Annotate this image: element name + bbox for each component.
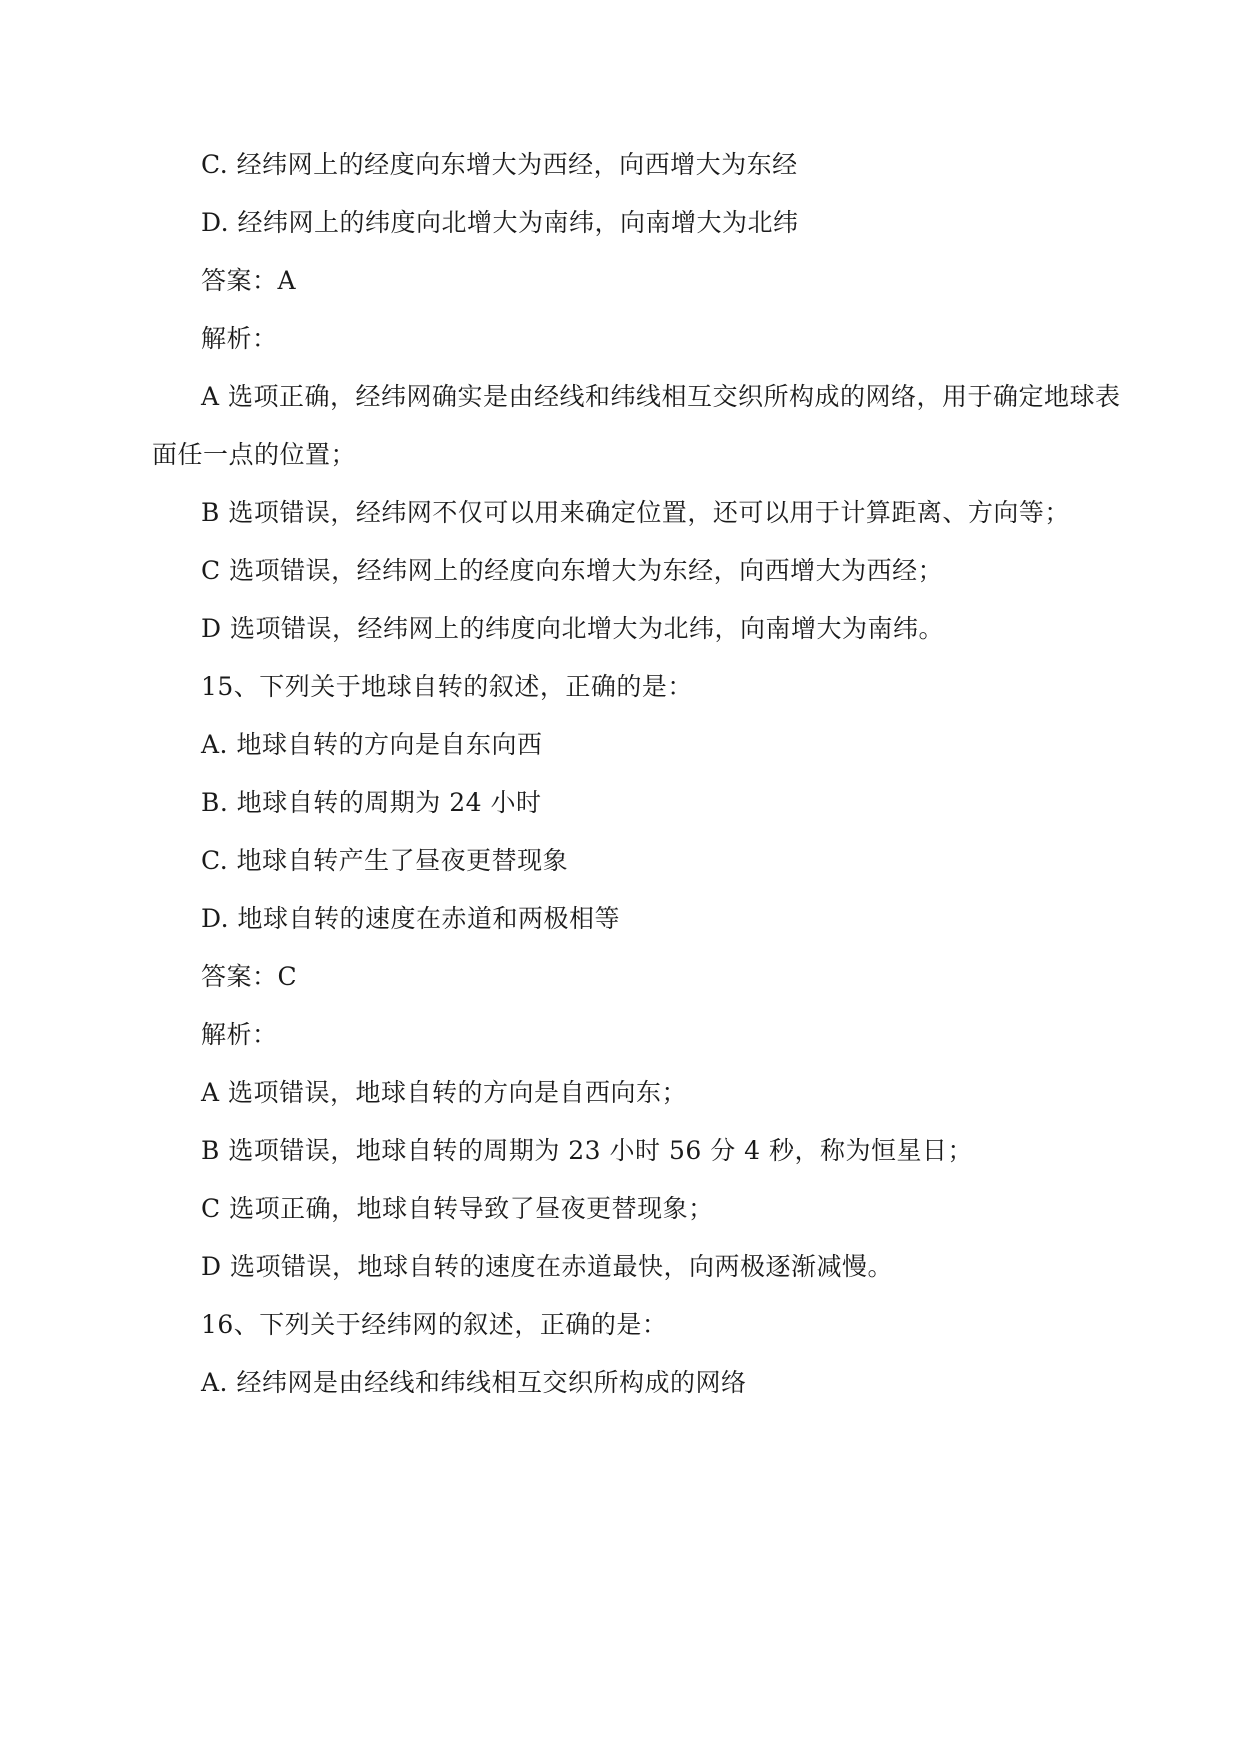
analysis-heading-q14: 解析： (201, 324, 278, 353)
answer-q14: 答案：A (201, 266, 297, 295)
analysis-a-q15: A 选项错误，地球自转的方向是自西向东； (201, 1078, 688, 1107)
option-c-q14: C. 经纬网上的经度向东增大为西经，向西增大为东经 (201, 150, 798, 179)
analysis-b-q15: B 选项错误，地球自转的周期为 23 小时 56 分 4 秒，称为恒星日； (201, 1136, 974, 1165)
option-d-q15: D. 地球自转的速度在赤道和两极相等 (201, 904, 621, 933)
option-a-q15: A. 地球自转的方向是自东向西 (201, 730, 543, 759)
analysis-a-q14-cont: 面任一点的位置； (152, 440, 357, 469)
option-c-q15: C. 地球自转产生了昼夜更替现象 (201, 846, 569, 875)
question-15: 15、下列关于地球自转的叙述，正确的是： (201, 672, 693, 701)
answer-q15: 答案：C (201, 962, 298, 991)
analysis-c-q15: C 选项正确，地球自转导致了昼夜更替现象； (201, 1194, 714, 1223)
analysis-b-q14: B 选项错误，经纬网不仅可以用来确定位置，还可以用于计算距离、方向等； (201, 498, 1070, 527)
question-16: 16、下列关于经纬网的叙述，正确的是： (201, 1310, 668, 1339)
analysis-heading-q15: 解析： (201, 1020, 278, 1049)
analysis-d-q14: D 选项错误，经纬网上的纬度向北增大为北纬，向南增大为南纬。 (201, 614, 944, 643)
option-a-q16: A. 经纬网是由经线和纬线相互交织所构成的网络 (201, 1368, 747, 1397)
option-b-q15: B. 地球自转的周期为 24 小时 (201, 788, 542, 817)
analysis-d-q15: D 选项错误，地球自转的速度在赤道最快，向两极逐渐减慢。 (201, 1252, 893, 1281)
option-d-q14: D. 经纬网上的纬度向北增大为南纬，向南增大为北纬 (201, 208, 799, 237)
analysis-c-q14: C 选项错误，经纬网上的经度向东增大为东经，向西增大为西经； (201, 556, 944, 585)
analysis-a-q14: A 选项正确，经纬网确实是由经线和纬线相互交织所构成的网络，用于确定地球表 (201, 382, 1121, 411)
